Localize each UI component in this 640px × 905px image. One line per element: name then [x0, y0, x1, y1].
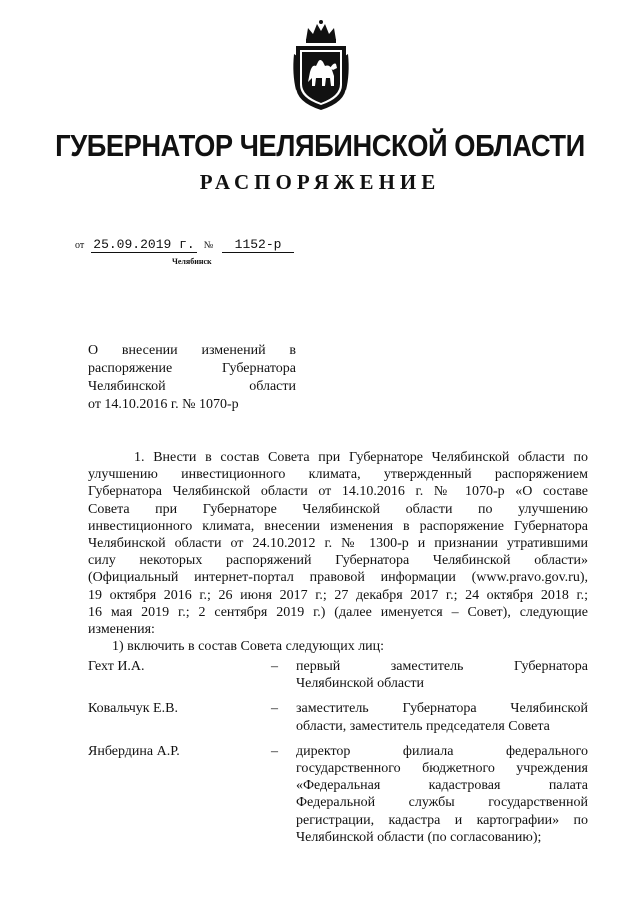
person-role: [296, 658, 588, 692]
person-dash: –: [271, 659, 278, 674]
date-label: от: [75, 240, 85, 251]
body-line: 1. Внести в состав Совета при Губернаторе Челябинской области по: [134, 450, 588, 465]
city-label: Челябинск: [172, 257, 212, 266]
body-line: инвестиционного климата, внесении изменения в распоряжение Губернатора: [88, 518, 588, 534]
role-line: Челябинской области (по согласованию);: [296, 829, 542, 845]
subject-line: от 14.10.2016 г. № 1070-р: [88, 397, 239, 412]
date-value: 25.09.2019 г.: [91, 237, 197, 253]
authority-title: ГУБЕРНАТОР ЧЕЛЯБИНСКОЙ ОБЛАСТИ: [55, 128, 585, 163]
person-dash: –: [271, 701, 278, 717]
number-value: 1152-р: [222, 237, 294, 253]
role-line: области, заместитель председателя Совета: [296, 718, 550, 734]
number-label: №: [203, 240, 214, 251]
body-line: 16 мая 2019 г.; 2 сентября 2019 г.) (далее именуется – Совет), следующие: [88, 604, 588, 620]
role-line: «Федеральная кадастровая палата: [296, 778, 588, 794]
role-line: Челябинской области: [296, 676, 424, 692]
sub-item-line: 1) включить в состав Совета следующих лиц:: [112, 639, 385, 655]
person-name: Янбердина А.Р.: [88, 743, 180, 759]
body-line: Совета при Губернаторе Челябинской области по улучшению: [88, 501, 588, 517]
person-name: Ковальчук Е.В.: [88, 701, 178, 717]
document-subject: [88, 342, 296, 414]
role-line: государственного бюджетного учреждения: [296, 760, 588, 776]
date-number-line: [75, 237, 294, 253]
role-line: первый заместитель Губернатора: [296, 659, 588, 674]
body-line: изменения:: [88, 621, 155, 637]
body-line: улучшению инвестиционного климата, утвержденный распоряжением: [88, 467, 588, 483]
body-line: 19 октября 2016 г.; 26 июня 2017 г.; 27 декабря 2017 г.; 24 октября 2018 г.;: [88, 587, 588, 603]
role-line: директор филиала федерального: [296, 743, 588, 759]
person-role: [296, 743, 588, 846]
role-line: регистрации, кадастра и картографии» по: [296, 812, 588, 828]
subject-line: распоряжение Губернатора: [88, 361, 296, 376]
body-line: Губернатора Челябинской области от 14.10.2016 г. № 1070-р «О составе: [88, 484, 588, 500]
persons-list: [88, 658, 588, 846]
person-name: Гехт И.А.: [88, 659, 145, 674]
document-type-title: РАСПОРЯЖЕНИЕ: [199, 170, 441, 194]
subject-line: Челябинской области: [88, 379, 296, 394]
role-line: Федеральной службы государственной: [296, 795, 588, 811]
person-row: [88, 658, 588, 692]
subject-line: О внесении изменений в: [88, 343, 296, 358]
coat-of-arms-icon: [292, 18, 350, 114]
person-row: [88, 743, 588, 846]
role-line: заместитель Губернатора Челябинской: [296, 701, 588, 717]
body-line: (Официальный интернет-портал правовой информации (www.pravo.gov.ru),: [88, 570, 588, 586]
body-line: силу некоторых распоряжений Губернатора Челябинской области»: [88, 553, 588, 569]
person-dash: –: [271, 743, 278, 759]
person-row: [88, 700, 588, 734]
person-role: [296, 700, 588, 734]
body-line: Челябинской области от 24.10.2012 г. № 1300-р и признании утратившими: [88, 535, 588, 551]
main-text: [88, 449, 588, 655]
